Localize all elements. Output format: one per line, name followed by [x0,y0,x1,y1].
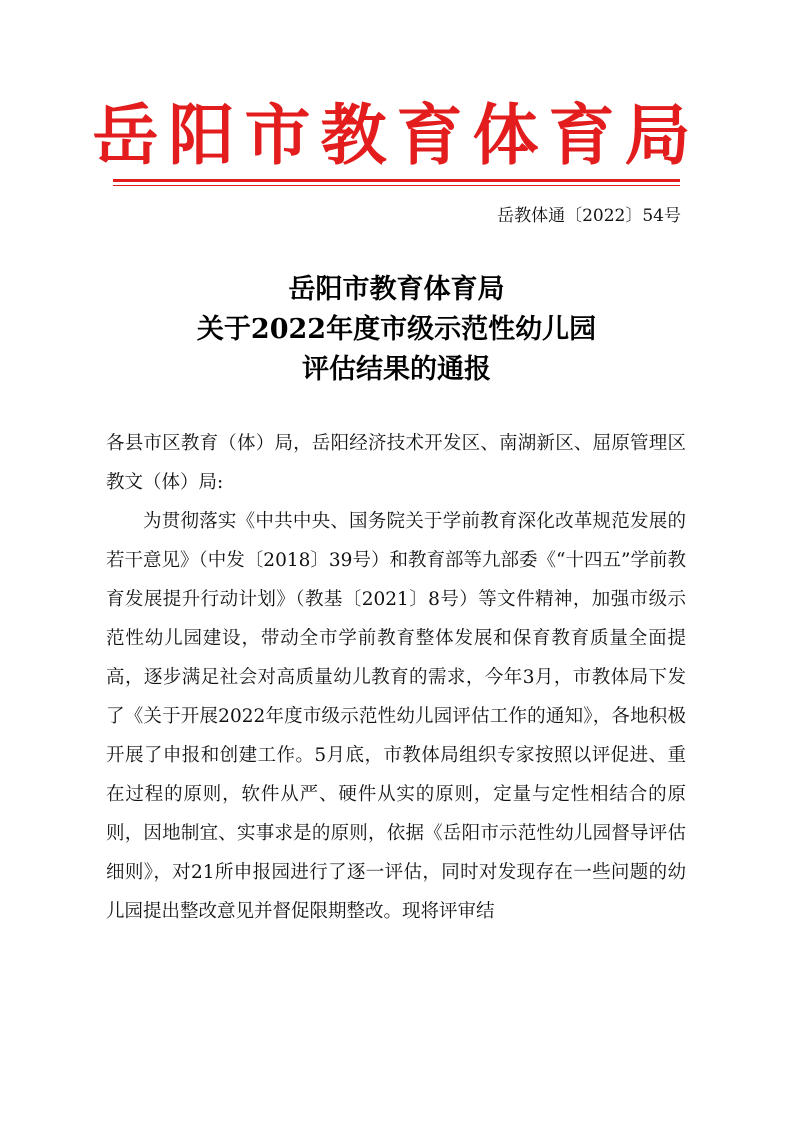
title-line-2: 关于2022年度市级示范性幼儿园 [196,314,597,345]
salutation: 各县市区教育（体）局，岳阳经济技术开发区、南湖新区、屈原管理区教文（体）局: [106,433,686,493]
masthead-rule-thin [113,185,680,186]
body-paragraph-1: 为贯彻落实《中共中央、国务院关于学前教育深化改革规范发展的若干意见》（中发〔2018〕39号）和教育部等九部委《“十四五”学前教育发展提升行动计划》（教基〔2021〕8号）等文件精神，加强市级示范性幼儿园建设，带动全市学前教育整体发展和保育教育质量全面提高，逐步满足社会对高质量幼儿教育的需求，今年3月，市教体局下发了《关于开展2022年度市级示范性幼儿园评估工作的通知》，各地积极开展了申报和创建工作。5月底，市教体局组织专家按照以评促进、重在过程的原则，软件从严、硬件从实的原则，定量与定性相结合的原则，因地制宜、实事求是的原则，依据《岳阳市示范性幼儿园督导评估细则》，对21所申报园进行了逐一评估，同时对发现存在一些问题的幼儿园提出整改意见并督促限期整改。现将评审结 [106,511,686,922]
masthead-rule-thick [113,179,680,182]
title-line-1: 岳阳市教育体育局 [288,274,505,305]
document-number: 岳教体通〔2022〕54号 [497,206,681,226]
document-body [106,424,686,931]
title-line-3: 评估结果的通报 [302,354,491,385]
document-title [0,270,793,390]
masthead-title: 岳阳市教育体育局 [92,96,701,174]
